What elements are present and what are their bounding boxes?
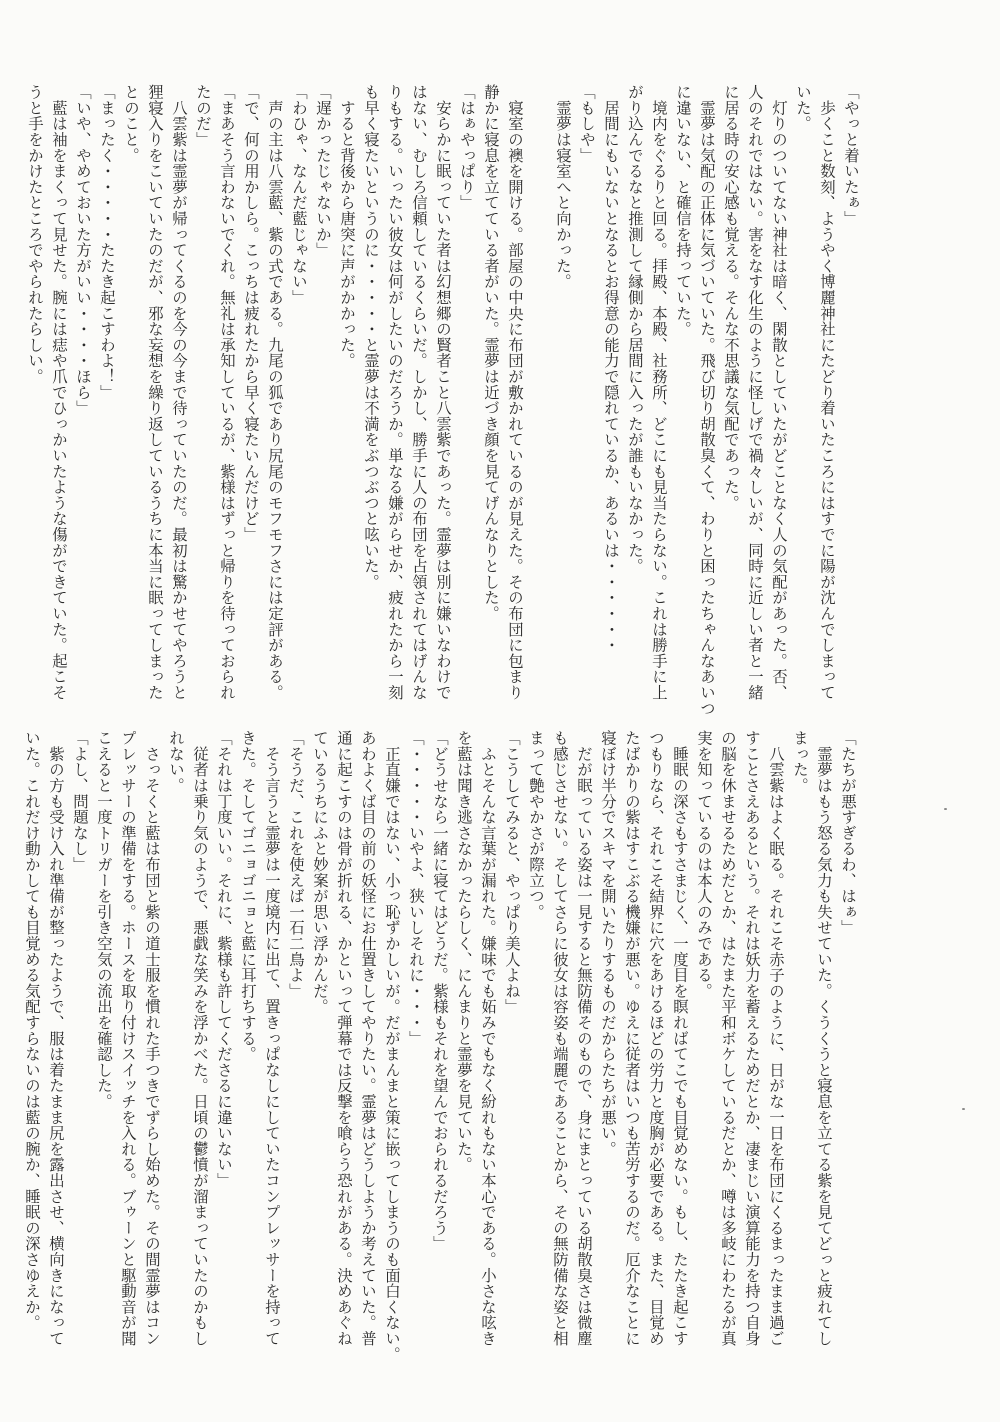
text-line: すると背後から唐突に声がかかった。 (338, 84, 356, 369)
text-line: 睡眠の深さもすさまじく、一度目を瞑ればてこでも目覚めない。もし、たたき起こす (671, 730, 689, 1347)
text-line: あわよくば目の前の妖怪にお仕置きしてやりたい。霊夢はどうしようか考えていた。普 (359, 730, 377, 1347)
text-line: こえると一度トリガーを引き空気の流出を確認した。 (95, 730, 113, 1110)
text-line: も感じさせない。そしてさらに彼女は容姿も端麗であることから、その無防備な姿と相 (551, 730, 569, 1347)
paper-speck (944, 808, 947, 810)
text-line (527, 84, 551, 684)
text-line: 通に起こすのは骨が折れる、かといって弾幕では反撃を喰らう恐れがある。決めあぐね (335, 730, 353, 1347)
text-line: 霊夢は気配の正体に気づいていた。飛び切り胡散臭くて、わりと困ったちゃんなあいつ (698, 84, 716, 716)
text-line: うと手をかけたところでやられたらしい。 (26, 84, 44, 385)
text-line: 声の主は八雲藍、紫の式である。九尾の狐であり尻尾のモフモフさには定評がある。 (266, 84, 284, 701)
text-line: いた。 (794, 84, 812, 132)
text-line: まって艶やかさが際立つ。 (527, 730, 545, 920)
text-line: そう言うと霊夢は一度境内に出て、置きっぱなしにしていたコンプレッサーを持って (263, 730, 281, 1347)
text-block-bottom (23, 730, 860, 1362)
text-block-top (26, 84, 863, 716)
text-line: を藍は聞き逃さなかったらしく、にんまりと霊夢を見ていた。 (455, 730, 473, 1173)
text-line: 霊夢は寝室へと向かった。 (554, 84, 572, 290)
text-line: 八雲紫はよく眠る。それこそ赤子のように、日がな一日を布団にくるまったまま過ご (767, 730, 785, 1347)
text-line: 正直嫌ではない、小っ恥ずかしいが。だがまんまと策に嵌ってしまうのも面白くない。 (383, 730, 401, 1362)
text-line: 灯りのついてない神社は暗く、閑散としていたがどことなく人の気配があった。否、 (770, 84, 788, 701)
text-line: 歩くこと数刻、ようやく博麗神社にたどり着いたころにはすでに陽が沈んでしまって (818, 84, 836, 701)
text-line: 八雲紫は霊夢が帰ってくるのを今の今まで待っていたのだ。最初は驚かせてやろうと (170, 84, 188, 701)
text-line: つもりなら、それこそ結界に穴をあけるほどの労力と度胸が必要である。また、目覚め (647, 730, 665, 1347)
text-line: 霊夢はもう怒る気力も失せていた。くうくうと寝息を立てる紫を見てどっと疲れてし (815, 730, 833, 1347)
text-line: りもする。いったい彼女は何がしたいのだろうか。単なる嫌がらせか、疲れたから一刻 (386, 84, 404, 701)
text-line: さっそくと藍は布団と紫の道士服を慣れた手つきでずらし始めた。その間霊夢はコン (143, 730, 161, 1347)
text-line: 「まあそう言わないでくれ。無礼は承知しているが、紫様はずっと帰りを待っておられ (218, 84, 236, 701)
text-line: 藍は袖をまくって見せた。腕には痣や爪でひっかいたような傷ができていた。起こそ (50, 84, 68, 701)
text-line: 「それは丁度いい。それに、紫様も許してくださるに違いない」 (215, 730, 233, 1189)
text-line: の脳を休ませるためだとか、はたまた平和ボケしているだとか、噂は多岐にわたるが真 (719, 730, 737, 1347)
text-line: まった。 (791, 730, 809, 794)
text-line: 「そうだ、これを使えば一石二鳥よ」 (287, 730, 305, 999)
text-line: 「どうせなら一緒に寝てはどうだ。紫様もそれを望んでおられるだろう」 (431, 730, 449, 1252)
text-line: 人のそれではない。害をなす化生のように怪しげで禍々しいが、同時に近しい者と一緒 (746, 84, 764, 701)
text-line: 従者は乗り気のようで、悪戯な笑みを浮かべた。日頃の鬱憤が溜まっていたのかもし (191, 730, 209, 1347)
text-line: れない。 (167, 730, 185, 794)
text-line: すことさえあるという。それは妖力を蓄えるためだとか、凄まじい演算能力を持つ自身 (743, 730, 761, 1347)
text-line: たばかりの紫はすこぶる機嫌が悪い。ゆえに従者はいつも苦労するのだ。厄介なことに (623, 730, 641, 1347)
text-line: ふとそんな言葉が漏れた。嫌味でも妬みでもなく紛れもない本心である。小さな呟き (479, 730, 497, 1347)
text-line: 狸寝入りをこいていたのだが、邪な妄想を繰り返しているうちに本当に眠ってしまった (146, 84, 164, 701)
text-line: たのだ」 (194, 84, 212, 148)
text-line: 安らかに眠っていた者は幻想郷の賢者こと八雲紫であった。霊夢は別に嫌いなわけで (434, 84, 452, 701)
text-line: 「こうしてみると、やっぱり美人よね」 (503, 730, 521, 1015)
text-line: ているうちにふと妙案が思い浮かんだ。 (311, 730, 329, 1015)
text-line: きた。そしてゴニョゴニョと藍に耳打ちする。 (239, 730, 257, 1062)
text-line: 「もしや」 (578, 84, 596, 163)
text-line: 居間にもいないとなるとお得意の能力で隠れているか、あるいは・・・・・・ (602, 84, 620, 653)
text-line: 「やっと着いたぁ」 (842, 84, 860, 227)
text-line: 「いや、やめておいた方がいい・・・・ほら」 (74, 84, 92, 416)
text-line: 静かに寝息を立てている者がいた。霊夢は近づき顔を見てげんなりとした。 (482, 84, 500, 622)
text-line: だが眠っている姿は一見すると無防備そのもので、身にまとっている胡散臭さは微塵 (575, 730, 593, 1347)
text-line: はない、むしろ信頼しているくらいだ。しかし、勝手に人の布団を占領されてはげんな (410, 84, 428, 701)
paper-speck (962, 1108, 965, 1110)
text-line: 「で、何の用かしら。こっちは疲れたから早く寝たいんだけど」 (242, 84, 260, 543)
text-line: 紫の方も受け入れ準備が整ったようで、服は着たまま尻を露出させ、横向きになって (47, 730, 65, 1347)
text-line: 「よし、問題なし」 (71, 730, 89, 873)
text-line: 「・・・・・いやよ、狭いしそれに・・・」 (407, 730, 425, 1046)
text-line: に居る時の安心感も覚える。そんな不思議な気配であった。 (722, 84, 740, 511)
text-line: 「たちが悪すぎるわ、はぁ」 (839, 730, 857, 936)
text-line: 境内をぐるりと回る。拝殿、本殿、社務所、どこにも見当たらない。これは勝手に上 (650, 84, 668, 701)
text-line: に違いない、と確信を持っていた。 (674, 84, 692, 337)
text-line: 「わひゃ、なんだ藍じゃない」 (290, 84, 308, 306)
text-line: 「はぁやっぱり」 (458, 84, 476, 211)
text-line: がり込んでるなと推測して縁側から居間に入ったが誰もいなかった。 (626, 84, 644, 574)
text-line: 「まったく・・・・・たたき起こすわよ！」 (98, 84, 116, 400)
text-line: も早く寝たいというのに・・・・・と霊夢は不満をぶつぶつと呟いた。 (362, 84, 380, 590)
text-line: 寝室の襖を開ける。部屋の中央に布団が敷かれているのが見えた。その布団に包まり (506, 84, 524, 701)
text-line: プレッサーの準備をする。ホースを取り付けスイッチを入れる。ブゥーンと駆動音が聞 (119, 730, 137, 1347)
text-line: とのこと。 (122, 84, 140, 163)
text-line: いた。これだけ動かしても目覚める気配すらないのは藍の腕か、睡眠の深さゆえか。 (23, 730, 41, 1331)
text-line: 実を知っているのは本人のみである。 (695, 730, 713, 999)
text-line: 「遅かったじゃないか」 (314, 84, 332, 258)
text-line: 寝ぼけ半分でスキマを開いたりするものだからたちが悪い。 (599, 730, 617, 1157)
